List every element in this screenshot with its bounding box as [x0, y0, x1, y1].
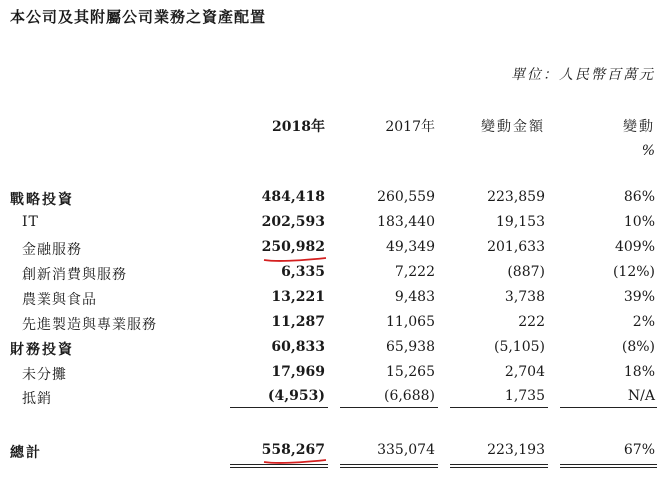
double-rule-2017 — [340, 464, 438, 468]
rule-2018 — [230, 407, 328, 408]
rule-change — [450, 407, 548, 408]
cell-pct: 2% — [632, 314, 655, 330]
header-2017: 2017年 — [385, 119, 435, 135]
header-change-amount: 變動金額 — [481, 119, 545, 135]
cell-2018: 202,593 — [261, 214, 325, 230]
cell-2017: 65,938 — [386, 339, 435, 355]
total-2017: 335,074 — [377, 442, 435, 458]
rule-2017 — [340, 407, 438, 408]
cell-2018: 60,833 — [271, 339, 325, 355]
unit-label: 單位：人民幣百萬元 — [511, 67, 655, 83]
cell-change: 222 — [518, 314, 545, 330]
cell-2018: 17,969 — [271, 364, 325, 380]
header-2018: 2018年 — [272, 119, 325, 135]
cell-pct: 39% — [623, 289, 655, 305]
cell-2018: (4,953) — [267, 388, 325, 404]
page-title: 本公司及其附屬公司業務之資產配置 — [10, 8, 267, 26]
row-label-financial-services: 金融服務 — [22, 242, 82, 258]
cell-change: 223,859 — [487, 189, 545, 205]
cell-change: 19,153 — [496, 214, 545, 230]
cell-2018: 250,982 — [261, 239, 325, 255]
cell-2018: 11,287 — [271, 314, 325, 330]
cell-pct: 10% — [623, 214, 655, 230]
cell-2017: 49,349 — [386, 239, 435, 255]
total-change: 223,193 — [487, 442, 545, 458]
cell-pct: N/A — [627, 388, 655, 404]
cell-2018: 13,221 — [271, 289, 325, 305]
total-pct: 67% — [623, 442, 655, 458]
cell-2017: 15,265 — [386, 364, 435, 380]
cell-pct: 18% — [623, 364, 655, 380]
row-label-agriculture: 農業與食品 — [22, 292, 97, 308]
cell-2017: 9,483 — [394, 289, 435, 305]
cell-pct: 86% — [623, 189, 655, 205]
cell-pct: (8%) — [621, 339, 655, 355]
row-label-elimination: 抵銷 — [22, 391, 52, 407]
double-rule-pct — [560, 464, 657, 468]
cell-change: 2,704 — [504, 364, 545, 380]
row-label-it: IT — [22, 214, 39, 230]
double-rule-2018 — [230, 464, 328, 468]
cell-pct: (12%) — [612, 264, 655, 280]
cell-2017: 11,065 — [386, 314, 435, 330]
row-label-financial-investment: 財務投資 — [10, 342, 74, 358]
cell-2018: 484,418 — [261, 189, 325, 205]
row-label-unallocated: 未分攤 — [22, 367, 67, 383]
cell-2017: (6,688) — [383, 388, 435, 404]
row-label-manufacturing: 先進製造與專業服務 — [22, 317, 157, 333]
header-change: 變動 — [623, 119, 655, 135]
cell-pct: 409% — [614, 239, 655, 255]
total-label: 總計 — [10, 445, 42, 461]
cell-2017: 183,440 — [377, 214, 435, 230]
cell-change: (887) — [507, 264, 545, 280]
cell-2017: 260,559 — [377, 189, 435, 205]
row-label-strategic: 戰略投資 — [10, 192, 74, 208]
total-2018: 558,267 — [261, 442, 325, 458]
header-percent: % — [641, 143, 655, 159]
cell-change: 1,735 — [504, 388, 545, 404]
cell-change: (5,105) — [493, 339, 545, 355]
double-rule-change — [450, 464, 548, 468]
rule-pct — [560, 407, 657, 408]
row-label-consumer: 創新消費與服務 — [22, 267, 127, 283]
cell-2018: 6,335 — [281, 264, 325, 280]
cell-change: 3,738 — [504, 289, 545, 305]
red-underline-annotation — [262, 255, 328, 263]
cell-2017: 7,222 — [394, 264, 435, 280]
cell-change: 201,633 — [487, 239, 545, 255]
